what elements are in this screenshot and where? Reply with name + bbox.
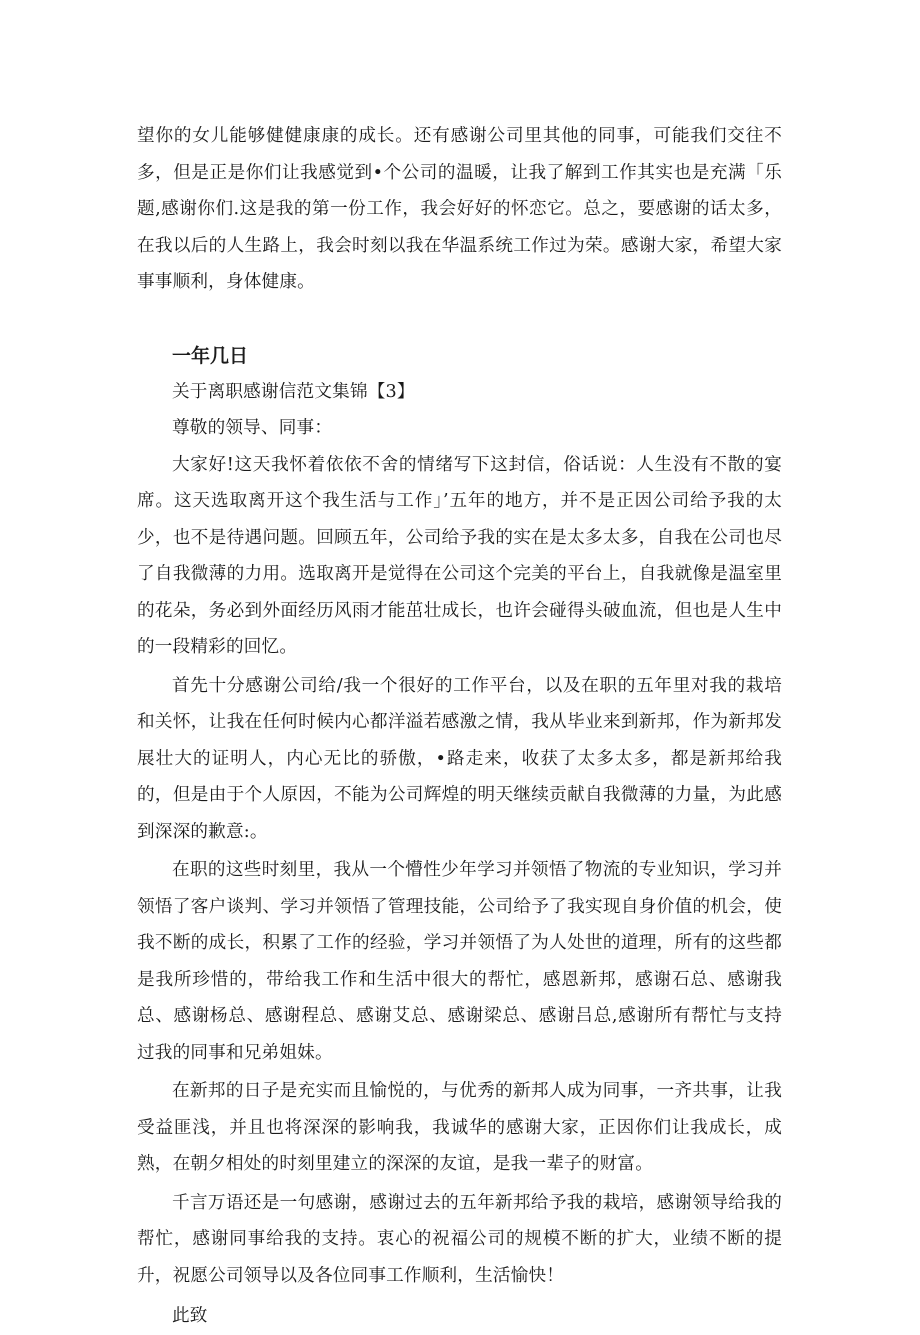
body-paragraph: 大家好!这天我怀着依依不舍的情绪写下这封信，俗话说：人生没有不散的宴席。这天选取离开这个我生活与工作」’五年的地方，并不是正因公司给予我的太少，也不是待遇问题。回顾五年，公司给予我的实在是太多太多，自我在公司也尽了自我微薄的力用。选取离开是觉得在公司这个完美的平台上，自我就像是温室里的花朵，务必到外面经历风雨才能茁壮成长，也许会碰得头破血流，但也是人生中的一段精彩的回忆。 <box>137 454 782 657</box>
closing: 此致 <box>172 1306 208 1326</box>
body-paragraph: 在新邦的日子是充实而且愉悦的，与优秀的新邦人成为同事，一齐共事，让我受益匪浅，并且也将深深的影响我，我诚华的感谢大家，正因你们让我成长，成熟，在朝夕相处的时刻里建立的深深的友谊，是我一辈子的财富。 <box>137 1081 782 1174</box>
body-paragraph: 千言万语还是一句感谢，感谢过去的五年新邦给予我的栽培，感谢领导给我的帮忙，感谢同事给我的支持。衷心的祝福公司的规模不断的扩大，业绩不断的提升，祝愿公司领导以及各位同事工作顺利，生活愉快！ <box>137 1192 782 1286</box>
date-heading: 一年几日 <box>172 344 249 367</box>
body-paragraph: 在职的这些时刻里，我从一个懵性少年学习并领悟了物流的专业知识，学习并领悟了客户谈判、学习并领悟了管理技能，公司给予了我实现自身价值的机会，使我不断的成长，积累了工作的经验，学习并领悟了为人处世的道理，所有的这些都是我所珍惜的，带给我工作和生活中很大的帮忙，感恩新邦，感谢石总、感谢我总、感谢杨总、感谢程总、感谢艾总、感谢梁总、感谢吕总,感谢所有帮忙与支持过我的同事和兄弟姐妹。 <box>137 860 782 1063</box>
body-paragraph: 首先十分感谢公司给/我一个很好的工作平台，以及在职的五年里对我的栽培和关怀，让我在任何时候内心都洋溢若感激之情，我从毕业来到新邦，作为新邦发展壮大的证明人，内心无比的骄傲，•路走来，收获了太多太多，都是新邦给我的，但是由于个人原因，不能为公司辉煌的明天继续贡献自我微薄的力量，为此感到深深的歉意:。 <box>137 675 782 842</box>
document-page <box>137 118 782 1335</box>
article-title: 关于离职感谢信范文集锦【3】 <box>172 381 415 402</box>
intro-paragraph: 望你的女儿能够健健康康的成长。还有感谢公司里其他的同事，可能我们交往不多，但是正是你们让我感觉到•个公司的温暖，让我了解到工作其实也是充满「乐题,感谢你们.这是我的第一份工作，我会好好的怀恋它。总之，要感谢的话太多，在我以后的人生路上，我会时刻以我在华温系统工作过为荣。感谢大家，希望大家事事顺利，身体健康。 <box>137 126 782 292</box>
salutation: 尊敬的领导、同事： <box>172 418 333 438</box>
